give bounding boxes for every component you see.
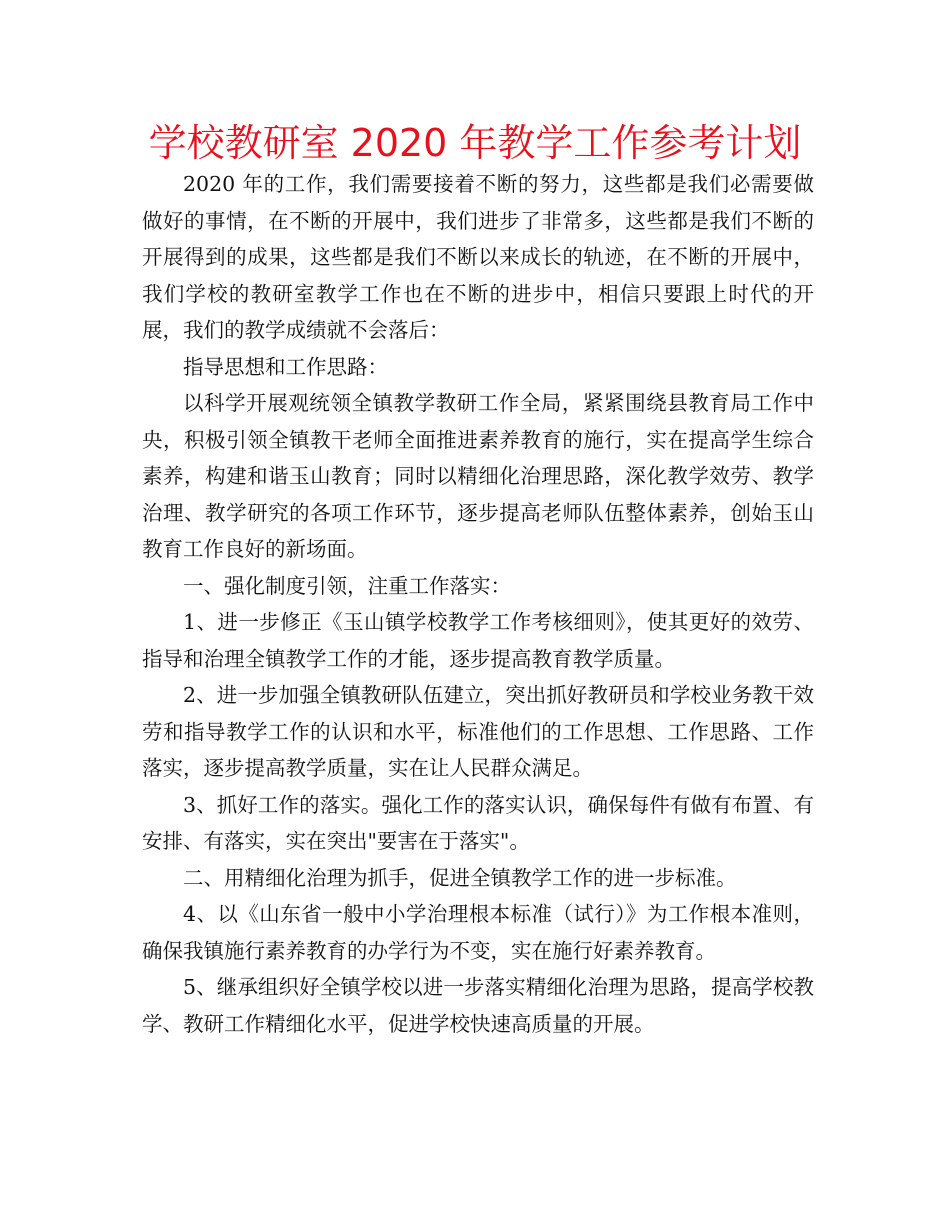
- document-body: [142, 166, 814, 1042]
- document-title: 学校教研室 2020 年教学工作参考计划: [148, 121, 802, 165]
- paragraph-guiding-content: 以科学开展观统领全镇教学教研工作全局，紧紧围绕县教育局工作中央，积极引领全镇教干老师全面推进素养教育的施行，实在提高学生综合素养，构建和谐玉山教育；同时以精细化治理思路，深化教学效劳、教学治理、教学研究的各项工作环节，逐步提高老师队伍整体素养，创始玉山教育工作良好的新场面。: [142, 391, 814, 561]
- paragraph-item-3: 3、抓好工作的落实。强化工作的落实认识，确保每件有做有布置、有安排、有落实，实在突出"要害在于落实"。: [142, 792, 814, 853]
- paragraph-item-4: 4、以《山东省一般中小学治理根本标准（试行）》为工作根本准则，确保我镇施行素养教育的办学行为不变，实在施行好素养教育。: [142, 902, 814, 963]
- section-heading-2: 二、用精细化治理为抓手，促进全镇教学工作的进一步标准。: [183, 865, 737, 890]
- paragraph-item-5: 5、继承组织好全镇学校以进一步落实精细化治理为思路，提高学校教学、教研工作精细化水平，促进学校快速高质量的开展。: [142, 975, 814, 1036]
- paragraph-guiding-heading: 指导思想和工作思路：: [183, 354, 388, 379]
- paragraph-item-2: 2、进一步加强全镇教研队伍建立，突出抓好教研员和学校业务教干效劳和指导教学工作的认识和水平，标准他们的工作思想、工作思路、工作落实，逐步提高教学质量，实在让人民群众满足。: [142, 683, 814, 780]
- paragraph-item-1: 1、进一步修正《玉山镇学校教学工作考核细则》，使其更好的效劳、指导和治理全镇教学工作的才能，逐步提高教育教学质量。: [142, 610, 814, 671]
- paragraph-intro: 2020 年的工作，我们需要接着不断的努力，这些都是我们必需要做做好的事情，在不断的开展中，我们进步了非常多，这些都是我们不断的开展得到的成果，这些都是我们不断以来成长的轨迹，在不断的开展中，我们学校的教研室教学工作也在不断的进步中，相信只要跟上时代的开展，我们的教学成绩就不会落后：: [142, 172, 814, 342]
- section-heading-1: 一、强化制度引领，注重工作落实：: [183, 573, 511, 598]
